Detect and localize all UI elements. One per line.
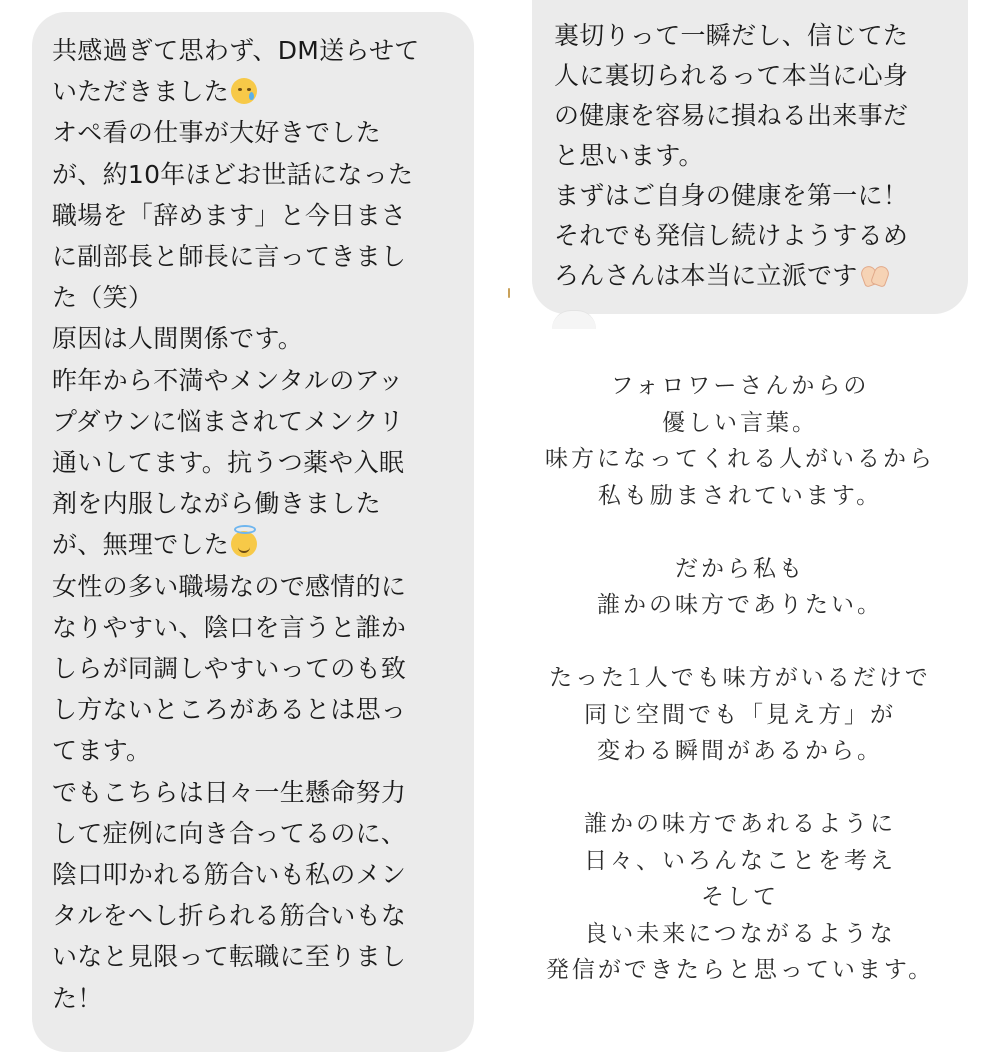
note-line: 味方になってくれる人がいるから: [545, 446, 935, 472]
message-line: でもこちらは日々一生懸命努力: [52, 777, 407, 807]
note-line: だから私も: [675, 555, 805, 582]
message-line: た！: [52, 983, 103, 1013]
message-line: が、約10年ほどお世話になった: [52, 159, 414, 189]
message-line: 職場を「辞めます」と今日まさ: [52, 200, 407, 230]
note-line: 誰かの味方でありたい。: [597, 592, 883, 618]
message-line: てます。: [52, 736, 152, 766]
dm-message-bubble-left[interactable]: [32, 12, 474, 1052]
quote-mark-decoration: [508, 288, 510, 298]
message-line: しらが同調しやすいってのも致: [52, 654, 407, 684]
message-line: が、無理でした: [52, 524, 454, 565]
message-line: 裏切りって一瞬だし、信じてた: [554, 21, 909, 50]
note-line: 良い未来につながるような: [584, 920, 896, 947]
message-line: オペ看の仕事が大好きでした: [52, 118, 381, 148]
message-line: 女性の多い職場なので感情的に: [52, 571, 407, 601]
handwritten-note: [500, 368, 980, 989]
message-line: 陰口叩かれる筋合いも私のメン: [52, 860, 407, 890]
message-line: いなと見限って転職に至りまし: [52, 942, 407, 972]
dm-message-bubble-right[interactable]: [532, 0, 968, 314]
message-line: た（笑）: [52, 283, 154, 313]
note-line: たった1人でも味方がいるだけで: [549, 665, 931, 691]
message-line: それでも発信し続けようするめ: [554, 221, 909, 250]
note-line: フォロワーさんからの: [610, 373, 870, 399]
note-line: そして: [701, 884, 779, 910]
message-line: なりやすい、陰口を言うと誰か: [52, 612, 407, 642]
message-line: 剤を内服しながら働きました: [52, 489, 381, 519]
heart-hands-icon: [860, 264, 890, 286]
message-line: ろんさんは本当に立派です: [554, 256, 948, 296]
message-line: に副部長と師長に言ってきまし: [52, 242, 407, 272]
note-line: 発信ができたらと思っています。: [545, 957, 935, 983]
smiling-face-with-halo-icon: [231, 531, 257, 557]
message-line: 共感過ぎて思わず、DM送らせて: [52, 36, 420, 65]
note-spacer: [500, 514, 980, 551]
message-line: 昨年から不満やメンタルのアッ: [52, 365, 404, 395]
note-line: 同じ空間でも「見え方」が: [584, 701, 896, 728]
message-line: プダウンに悩まされてメンクリ: [52, 406, 404, 436]
message-line: 人に裏切られるって本当に心身: [554, 61, 909, 90]
note-line: 誰かの味方であれるように: [584, 811, 896, 837]
message-line: タルをへし折られる筋合いもな: [52, 901, 407, 931]
message-line: と思います。: [554, 141, 704, 170]
message-line: 原因は人間関係です。: [52, 324, 304, 354]
message-line: いただきました: [52, 71, 454, 112]
smiling-face-with-tear-icon: [231, 78, 257, 104]
message-line: の健康を容易に損ねる出来事だ: [554, 101, 909, 130]
message-line: して症例に向き合ってるのに、: [52, 818, 407, 848]
message-line: まずはご自身の健康を第一に！: [554, 181, 909, 210]
note-line: 私も励まされています。: [597, 482, 883, 509]
note-line: 優しい言葉。: [662, 409, 818, 436]
note-spacer: [500, 624, 980, 661]
message-line: 通いしてます。抗うつ薬や入眠: [52, 448, 405, 478]
note-line: 日々、いろんなことを考え: [584, 847, 896, 874]
message-line: し方ないところがあるとは思っ: [52, 695, 407, 725]
note-line: 変わる瞬間があるから。: [597, 738, 883, 764]
note-spacer: [500, 770, 980, 807]
